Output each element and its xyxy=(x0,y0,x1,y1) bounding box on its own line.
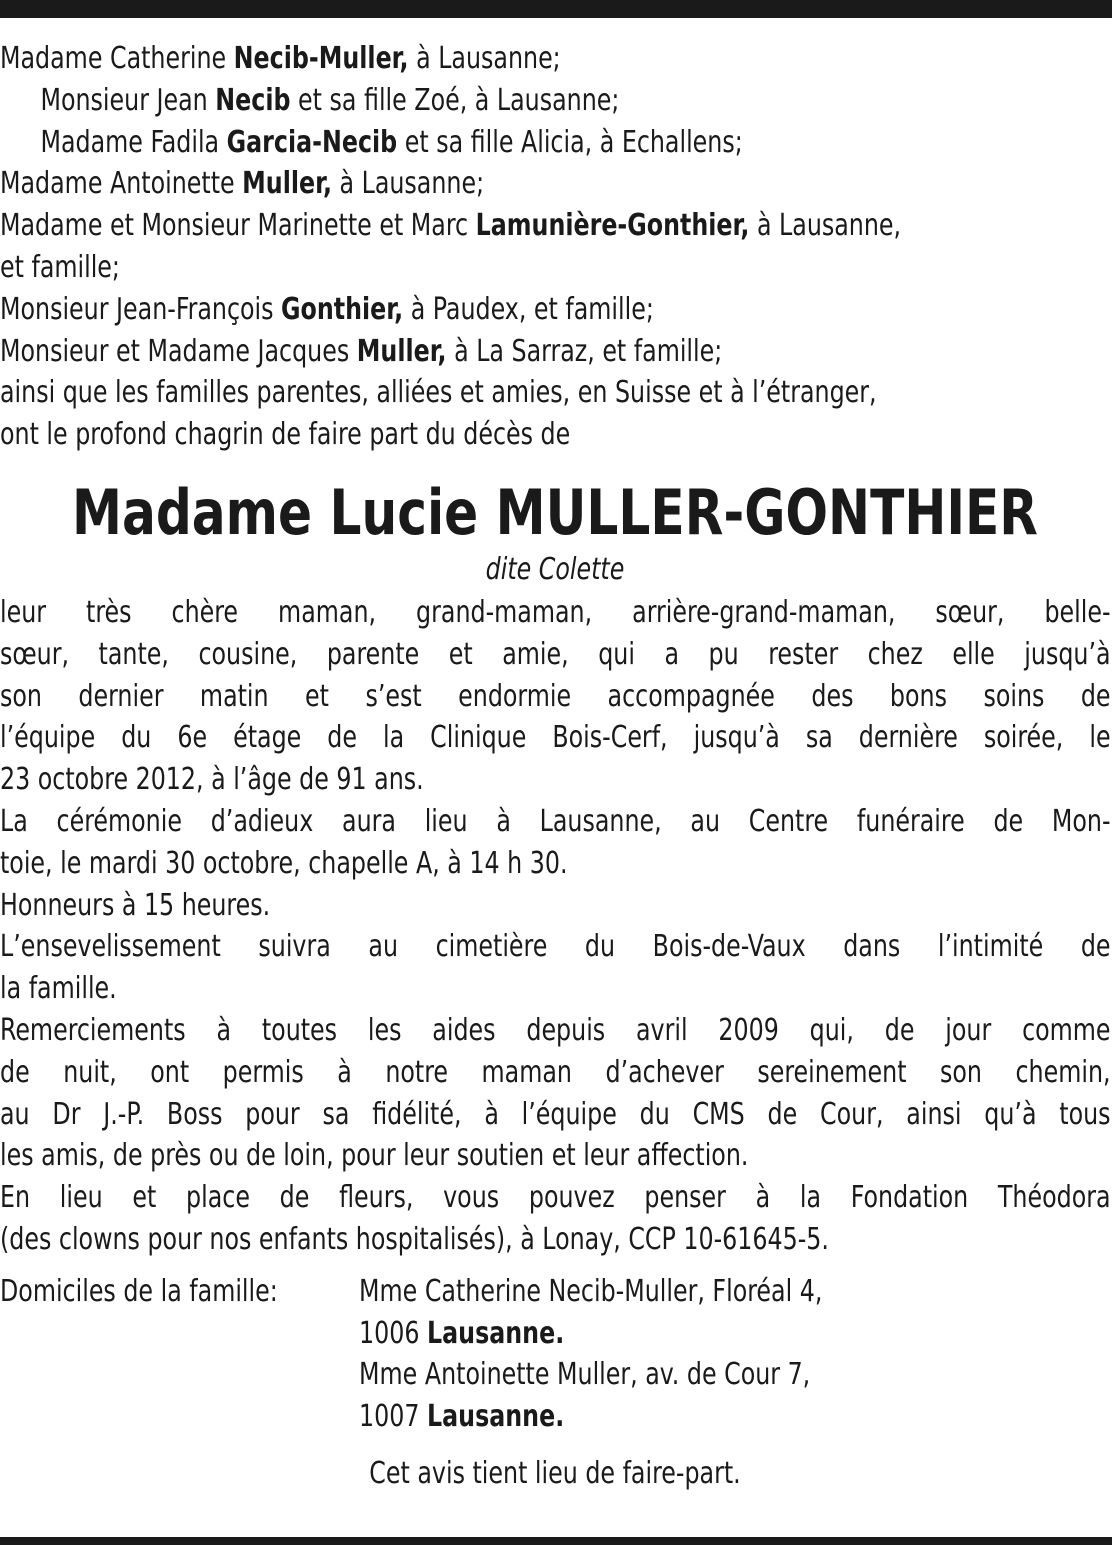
family-line-9: ainsi que les familles parentes, alliées et amies, en Suisse et à l’étranger, xyxy=(0,375,877,411)
family-line-7: Monsieur Jean-François Gonthier, à Paudex, et famille; xyxy=(0,291,654,327)
body-line: L’ensevelissement suivra au cimetière du Bois-de-Vaux dans l’intimité de xyxy=(0,929,1111,965)
deceased-name: Madame Lucie MULLER-GONTHIER xyxy=(72,475,1038,549)
body-line: la famille. xyxy=(0,971,117,1007)
family-line-5: Madame et Monsieur Marinette et Marc Lamunière-Gonthier, à Lausanne, xyxy=(0,208,902,244)
body-line: (des clowns pour nos enfants hospitalisés), à Lonay, CCP 10-61645-5. xyxy=(0,1221,829,1257)
domicile-row-4: 1007 Lausanne. xyxy=(359,1399,565,1435)
domicile-row-2: 1006 Lausanne. xyxy=(359,1315,565,1351)
domicile-row-3: Mme Antoinette Muller, av. de Cour 7, xyxy=(359,1357,811,1393)
body-line: La cérémonie d’adieux aura lieu à Lausanne, au Centre funéraire de Mon- xyxy=(0,803,1111,839)
family-line-1: Madame Catherine Necib-Muller, à Lausanne; xyxy=(0,41,561,76)
body-line: Honneurs à 15 heures. xyxy=(0,887,271,923)
body-line: les amis, de près ou de loin, pour leur soutien et leur affection. xyxy=(0,1138,749,1174)
footer-note: Cet avis tient lieu de faire-part. xyxy=(369,1455,741,1491)
bottom-rule xyxy=(0,1537,1112,1545)
body-line: En lieu et place de fleurs, vous pouvez penser à la Fondation Théodora xyxy=(0,1180,1111,1216)
deceased-alias: dite Colette xyxy=(485,551,625,587)
domiciles-label: Domiciles de la famille: xyxy=(0,1273,278,1309)
body-line: toie, le mardi 30 octobre, chapelle A, à 14 h 30. xyxy=(0,845,568,881)
body-line: 23 octobre 2012, à l’âge de 91 ans. xyxy=(0,762,424,798)
family-line-4: Madame Antoinette Muller, à Lausanne; xyxy=(0,166,485,202)
top-rule xyxy=(0,0,1112,18)
family-line-6: et famille; xyxy=(0,249,120,285)
domicile-row-1: Domiciles de la famille: Mme Catherine Necib-Muller, Floréal 4, xyxy=(0,1271,977,1313)
body-line: de nuit, ont permis à notre maman d’achever sereinement son chemin, xyxy=(0,1054,1111,1090)
body-line: au Dr J.-P. Boss pour sa fidélité, à l’équipe du CMS de Cour, ainsi qu’à tous xyxy=(0,1096,1111,1132)
family-line-3: Madame Fadila Garcia-Necib et sa fille Alicia, à Echallens; xyxy=(40,124,743,160)
family-line-8: Monsieur et Madame Jacques Muller, à La Sarraz, et famille; xyxy=(0,333,723,369)
body-line: son dernier matin et s’est endormie accompagnée des bons soins de xyxy=(0,678,1111,714)
body-line: l’équipe du 6e étage de la Clinique Bois-Cerf, jusqu’à sa dernière soirée, le xyxy=(0,720,1111,756)
obituary-notice xyxy=(0,38,1110,1496)
body-line: leur très chère maman, grand-maman, arrière-grand-maman, sœur, belle- xyxy=(0,594,1111,630)
body-line: Remerciements à toutes les aides depuis avril 2009 qui, de jour comme xyxy=(0,1012,1111,1048)
family-line-2: Monsieur Jean Necib et sa fille Zoé, à Lausanne; xyxy=(40,82,620,118)
family-line-10: ont le profond chagrin de faire part du décès de xyxy=(0,417,571,453)
body-line: sœur, tante, cousine, parente et amie, qui a pu rester chez elle jusqu’à xyxy=(0,636,1111,672)
